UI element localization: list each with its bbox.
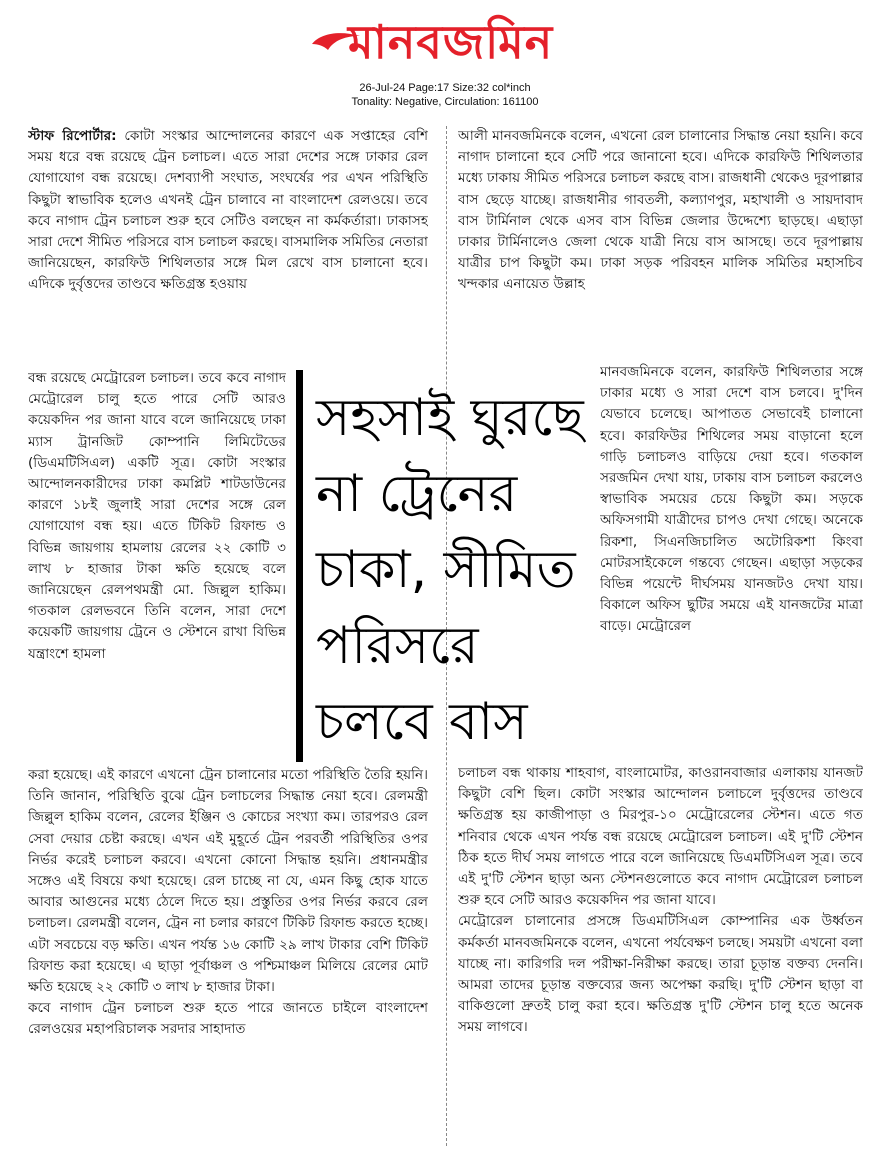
article-text-left-bottom-2: কবে নাগাদ ট্রেন চলাচল শুরু হতে পারে জানতে চাইলে বাংলাদেশ রেলওয়ের মহাপরিচালক সরদার সাহাদাত [28,1000,428,1038]
article-text-right-top: আলী মানবজমিনকে বলেন, এখনো রেল চালানোর সিদ্ধান্ত নেয়া হয়নি। কবে নাগাদ চালানো হবে সেটি পরে জানানো হবে। এদিকে কারফিউ শিথিলতার মধ্যে ঢাকায় সীমিত পরিসরে চলাচল করছে বাস। রাজধানী থেকেও দূরপাল্লার বাস ছেড়ে যাচ্ছে। রাজধানীর গাবতলী, কল্যাণপুর, মহাখালী ও সায়দাবাদ বাস টার্মিনাল থেকে এসব বাস বিভিন্ন জেলার উদ্দেশ্যে ছাড়ছে। এছাড়া ঢাকার টার্মিনালেও জেলা থেকে যাত্রী নিয়ে বাস আসছে। তবে দূরপাল্লায় যাত্রীর চাপ কিছুটা কম। ঢাকা সড়ক পরিবহন মালিক সমিতির মহাসচিব খন্দকার এনায়েত উল্লাহ [458,128,863,293]
article-column-left-mid [28,368,286,768]
headline-line-5: চলবে বাস [316,692,528,752]
masthead-title: মানবজমিন [348,15,554,69]
headline-line-2: না ট্রেনের [316,464,518,524]
clipping-meta-line2: Tonality: Negative, Circulation: 161100 [351,96,539,108]
headline [316,380,592,760]
headline-line-1: সহসাই ঘুরছে [316,388,584,448]
article-column-right-mid [600,362,863,764]
article-text-left-bottom: করা হয়েছে। এই কারণে এখনো ট্রেন চালানোর মতো পরিস্থিতি তৈরি হয়নি। তিনি জানান, পরিস্থিতি বুঝে ট্রেন চলাচলের সিদ্ধান্ত নেয়া হবে। রেলমন্ত্রী জিল্লুল হাকিম বলেন, রেলের ইঞ্জিন ও কোচের সংখ্যা কম। তারপরও রেল সেবা দেয়ার চেষ্টা করছে। এখন এই মুহূর্তে ট্রেন পরবর্তী পরিস্থিতির ওপর নির্ভর করেই চলাচল করবে। এখনো কোনো সিদ্ধান্ত হয়নি। প্রধানমন্ত্রীর সঙ্গেও এই বিষয়ে কথা হয়েছে। রেল চাচ্ছে না যে, এমন কিছু হোক যাতে আবার আগুনের মধ্যে ঠেলে দিতে হয়। প্রস্তুতির ওপর নির্ভর করবে রেল চলাচল। রেলমন্ত্রী বলেন, ট্রেন না চলার কারণে টিকিট রিফান্ড করতে হচ্ছে। এটা সবচেয়ে বড় ক্ষতি। এখন পর্যন্ত ১৬ কোটি ২৯ লাখ টাকার বেশি টিকিট রিফান্ড করা হয়েছে। এ ছাড়া পূর্বাঞ্চল ও পশ্চিমাঞ্চল মিলিয়ে রেলের মোট ক্ষতি হয়েছে ২২ কোটি ৩ লাখ ৮ হাজার টাকা। [28,767,428,996]
byline: স্টাফ রিপোর্টার: [28,128,117,144]
article-text-right-bottom-2: মেট্রোরেল চালানোর প্রসঙ্গে ডিএমটিসিএল কোম্পানির এক উর্ধ্বতন কর্মকর্তা মানবজমিনকে বলেন, এখনো পর্যবেক্ষণ চলছে। সময়টা এখনো বলা যাচ্ছে না। কারিগরি দল পরীক্ষা-নিরীক্ষা করছে। তারা চূড়ান্ত বক্তব্য দেননি। আমরা তাদের চূড়ান্ত বক্তব্যের জন্য অপেক্ষা করছি। দু'টি স্টেশন ছাড়া বা বাকিগুলো দ্রুতই চালু করা হবে। ক্ষতিগ্রস্ত দু'টি স্টেশন চালু হতে অনেক সময় লাগবে। [458,913,863,1036]
article-text-right-bottom: চলাচল বন্ধ থাকায় শাহবাগ, বাংলামোটর, কাওরানবাজার এলাকায় যানজট কিছুটা বেশি ছিল। কোটা সংস্কার আন্দোলন চলাচলে দুর্বৃত্তদের তাণ্ডবে ক্ষতিগ্রস্ত হয় কাজীপাড়া ও মিরপুর-১০ মেট্রোরেলের স্টেশন। এতে গত শনিবার থেকে এখন পর্যন্ত বন্ধ রয়েছে মেট্রোরেল চলাচল। এই দু'টি স্টেশন ঠিক হতে দীর্ঘ সময় লাগতে পারে বলে জানিয়েছে ডিএমটিসিএল সূত্র। তবে এই দু'টি স্টেশন ছাড়া অন্য স্টেশনগুলোতে কবে নাগাদ মেট্রোরেল চলাচল শুরু হবে সেটি আরও কয়েকদিন পর জানা যাবে। [458,765,863,909]
article-text-right-mid: মানবজমিনকে বলেন, কারফিউ শিথিলতার সঙ্গে ঢাকার মধ্যে ও সারা দেশে বাস চলবে। দু'দিন যেভাবে চলেছে। আপাতত সেভাবেই চালানো হবে। কারফিউর শিথিলের সময় বাড়ানো হলে গাড়ি চলাচলও বাড়িয়ে দেয়া হবে। গতকাল সরজমিন দেখা যায়, ঢাকায় বাস চলাচল করলেও স্বাভাবিক সময়ের চেয়ে কিছুটা কম। সড়কে অফিসগামী যাত্রীদের চাপও দেখা গেছে। অনেকে রিকশা, সিএনজিচালিত অটোরিকশা কিংবা মোটরসাইকেলে গন্তব্যে গেছেন। এছাড়া সড়কের বিভিন্ন পয়েন্টে দীর্ঘসময় যানজটও দেখা যায়। বিকালে অফিস ছুটির সময়ে এই যানজটের মাত্রা বাড়ে। মেট্রোরেল [600,364,863,635]
headline-line-3: চাকা, সীমিত [316,540,576,600]
article-text-left-mid: বন্ধ রয়েছে মেট্রোরেল চলাচল। তবে কবে নাগাদ মেট্রোরেল চালু হতে পারে সেটি আরও কয়েকদিন পর জানা যাবে বলে জানিয়েছে ঢাকা ম্যাস ট্রানজিট কোম্পানি লিমিটেডের (ডিএমটিসিএল) একটি সূত্র। কোটা সংস্কার আন্দোলনকারীদের ঢাকা কমপ্লিট শাটডাউনের কারণে ১৮ই জুলাই সারা দেশের সঙ্গে রেল যোগাযোগ বন্ধ হয়। এতে টিকিট রিফান্ড ও বিভিন্ন জায়গায় হামলায় রেলের ২২ কোটি ৩ লাখ ৮ হাজার টাকা ক্ষতি হয়েছে বলে জানিয়েছেন রেলপথমন্ত্রী মো. জিল্লুল হাকিম। গতকাল রেলভবনে তিনি বলেন, সারা দেশে কয়েকটি জায়গায় ট্রেনে ও স্টেশনে রাখা বিভিন্ন যন্ত্রাংশে হামলা [28,370,286,662]
headline-line-4: পরিসরে [316,616,479,676]
article-column-right-bottom [458,763,863,1158]
masthead [300,6,600,76]
headline-rule [296,370,303,762]
article-column-left-bottom [28,765,428,1160]
article-column-left-top [28,126,428,374]
clipping-meta-line1: 26-Jul-24 Page:17 Size:32 col*inch [359,82,531,94]
article-text-left-top: কোটা সংস্কার আন্দোলনের কারণে এক সপ্তাহের বেশি সময় ধরে বন্ধ রয়েছে ট্রেন চলাচল। এতে সারা দেশের সঙ্গে ঢাকার রেল যোগাযোগ বন্ধ রয়েছে। দেশব্যাপী সংঘাত, সংঘর্ষের পর এখন পরিস্থিতি কিছুটা স্বাভাবিক হলেও এখনই ট্রেন চালাবে না বাংলাদেশ রেলওয়ে। তবে কবে নাগাদ ট্রেন চলাচল শুরু হবে সেটিও বলছেন না কর্মকর্তারা। ঢাকাসহ সারা দেশে সীমিত পরিসরে বাস চলাচল করছে। বাসমালিক সমিতির নেতারা জানিয়েছেন, কারফিউ শিথিলতার সঙ্গে মিল রেখে বাস চালানো হবে। এদিকে দুর্বৃত্তদের তাণ্ডবে ক্ষতিগ্রস্ত হওয়ায় [28,128,428,293]
article-column-right-top [458,126,863,366]
